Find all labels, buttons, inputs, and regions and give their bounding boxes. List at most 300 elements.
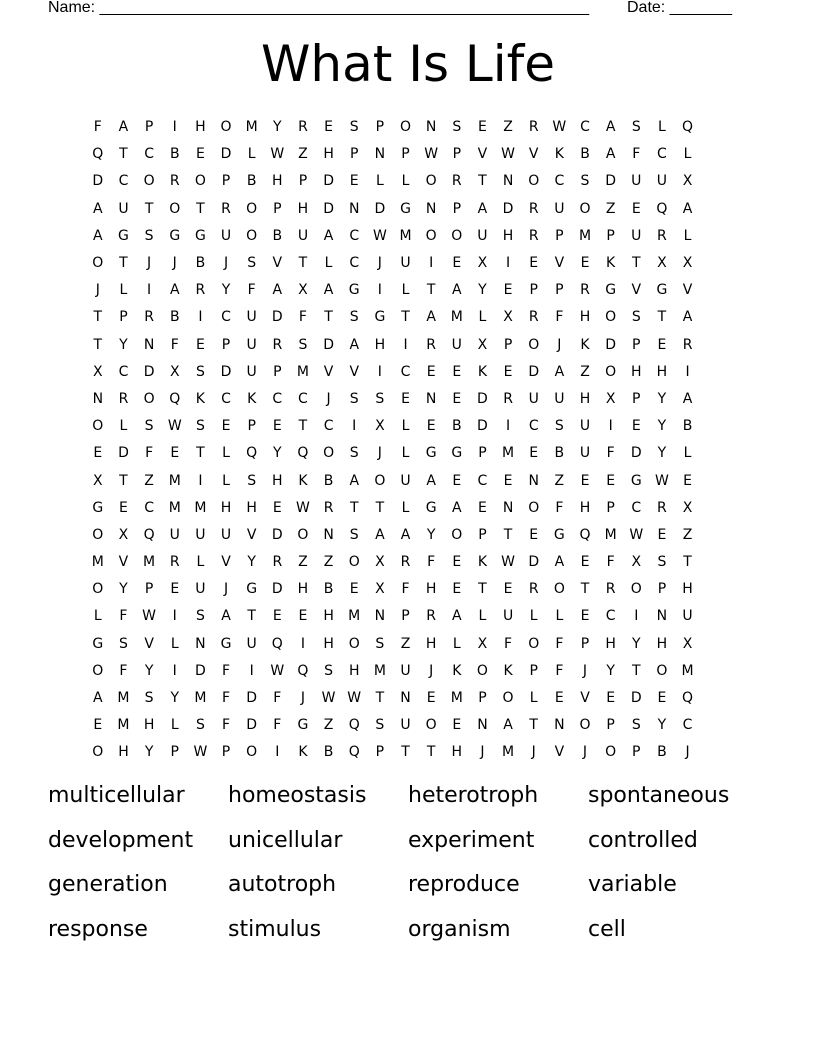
grid-letter: E <box>503 282 513 299</box>
grid-letter: R <box>528 119 539 136</box>
grid-letter: C <box>272 390 283 407</box>
grid-letter: I <box>685 363 690 380</box>
grid-letter: O <box>553 581 565 598</box>
grid-letter: N <box>425 119 437 136</box>
grid-letter: Y <box>657 390 667 407</box>
grid-letter: I <box>172 119 177 136</box>
grid-letter: V <box>528 146 539 163</box>
grid-letter: S <box>247 255 257 272</box>
grid-letter: T <box>196 200 205 217</box>
grid-letter: P <box>452 200 462 217</box>
grid-letter: R <box>580 282 590 299</box>
grid-letter: H <box>579 499 591 516</box>
grid-letter: F <box>606 445 615 462</box>
grid-letter: O <box>194 173 206 190</box>
grid-letter: C <box>605 608 616 625</box>
grid-letter: Z <box>298 146 308 163</box>
grid-letter: K <box>606 255 616 272</box>
grid-letter: P <box>221 173 231 190</box>
grid-letter: X <box>682 635 693 652</box>
grid-letter: F <box>273 717 282 734</box>
grid-letter: A <box>452 608 462 625</box>
grid-letter: P <box>144 119 154 136</box>
grid-letter: T <box>580 581 590 598</box>
grid-letter: J <box>685 744 690 761</box>
grid-letter: X <box>93 472 103 489</box>
grid-letter: H <box>348 662 360 679</box>
grid-letter: E <box>119 499 128 516</box>
grid-letter: I <box>275 744 280 761</box>
grid-letter: O <box>528 635 540 652</box>
grid-letter: W <box>501 146 515 163</box>
grid-letter: F <box>555 635 564 652</box>
grid-letter: H <box>631 363 642 380</box>
grid-letter: L <box>401 418 410 435</box>
grid-letter: I <box>608 418 613 435</box>
grid-letter: C <box>528 418 539 435</box>
grid-letter: D <box>271 581 283 598</box>
grid-letter: P <box>144 581 154 598</box>
grid-letter: O <box>425 173 437 190</box>
grid-letter: O <box>246 227 258 244</box>
grid-letter: S <box>631 309 641 326</box>
grid-letter: T <box>657 309 667 326</box>
grid-letter: G <box>348 282 360 299</box>
grid-letter: L <box>222 472 230 489</box>
grid-letter: P <box>401 608 410 625</box>
grid-letter: T <box>631 662 641 679</box>
grid-row <box>85 685 735 712</box>
grid-letter: Z <box>605 200 616 217</box>
grid-letter: O <box>528 336 540 353</box>
grid-letter: V <box>323 363 334 380</box>
grid-row <box>85 739 735 766</box>
grid-letter: S <box>631 119 641 136</box>
grid-letter: P <box>503 336 513 353</box>
grid-letter: Q <box>682 690 694 707</box>
grid-letter: R <box>528 581 539 598</box>
grid-letter: Z <box>144 472 154 489</box>
grid-letter: U <box>554 200 565 217</box>
grid-letter: L <box>401 499 410 516</box>
word-list-item: organism <box>408 916 511 942</box>
grid-letter: W <box>296 499 310 516</box>
grid-letter: R <box>528 200 539 217</box>
grid-letter: O <box>451 227 463 244</box>
grid-letter: J <box>377 255 382 272</box>
grid-letter: D <box>271 526 283 543</box>
grid-letter: V <box>580 690 590 707</box>
date-field-label: Date: _______ <box>627 0 732 16</box>
grid-letter: K <box>298 472 308 489</box>
grid-letter: O <box>92 418 104 435</box>
grid-letter: G <box>400 200 411 217</box>
grid-letter: Y <box>247 554 256 571</box>
grid-letter: P <box>632 390 641 407</box>
grid-letter: T <box>529 717 538 734</box>
grid-letter: J <box>172 255 177 272</box>
grid-letter: M <box>194 499 207 516</box>
grid-letter: X <box>682 499 693 516</box>
grid-letter: L <box>93 608 102 625</box>
grid-letter: W <box>142 608 157 625</box>
grid-letter: P <box>170 744 179 761</box>
grid-letter: D <box>605 336 617 353</box>
grid-letter: A <box>682 200 693 217</box>
grid-letter: I <box>172 608 177 625</box>
grid-letter: F <box>119 608 128 625</box>
grid-letter: M <box>143 554 156 571</box>
grid-letter: V <box>477 146 488 163</box>
grid-letter: J <box>223 255 229 272</box>
grid-letter: W <box>167 418 182 435</box>
grid-letter: H <box>425 635 437 652</box>
grid-letter: C <box>631 499 642 516</box>
grid-letter: G <box>220 635 232 652</box>
grid-letter: H <box>297 581 309 598</box>
grid-letter: A <box>682 390 693 407</box>
grid-letter: S <box>195 418 205 435</box>
grid-letter: L <box>401 445 410 462</box>
grid-letter: A <box>452 282 462 299</box>
grid-letter: M <box>296 363 309 380</box>
grid-letter: T <box>375 690 385 707</box>
grid-letter: O <box>502 690 514 707</box>
grid-letter: D <box>630 445 642 462</box>
grid-letter: X <box>682 255 693 272</box>
grid-letter: Q <box>656 200 668 217</box>
grid-letter: H <box>682 581 693 598</box>
grid-letter: R <box>682 336 693 353</box>
grid-letter: R <box>298 119 308 136</box>
grid-letter: E <box>452 390 462 407</box>
grid-letter: G <box>553 526 565 543</box>
grid-letter: C <box>144 146 154 163</box>
grid-letter: W <box>654 472 669 489</box>
grid-letter: A <box>426 309 436 326</box>
grid-letter: O <box>297 526 309 543</box>
grid-letter: Y <box>426 526 436 543</box>
grid-letter: O <box>528 499 540 516</box>
grid-letter: M <box>168 499 181 516</box>
grid-letter: R <box>221 200 231 217</box>
grid-letter: O <box>451 526 463 543</box>
grid-letter: G <box>425 499 437 516</box>
grid-letter: N <box>425 200 437 217</box>
grid-letter: E <box>170 445 180 462</box>
grid-letter: P <box>606 227 615 244</box>
grid-letter: R <box>169 554 180 571</box>
grid-letter: P <box>221 744 231 761</box>
grid-letter: J <box>480 744 485 761</box>
grid-letter: C <box>657 146 667 163</box>
grid-letter: M <box>117 717 130 734</box>
grid-letter: U <box>579 445 591 462</box>
grid-row <box>85 114 735 141</box>
grid-letter: I <box>198 309 203 326</box>
grid-letter: H <box>246 499 257 516</box>
grid-letter: E <box>401 390 410 407</box>
grid-letter: E <box>272 499 282 516</box>
grid-letter: H <box>579 309 591 326</box>
grid-letter: E <box>426 363 436 380</box>
grid-letter: P <box>298 173 308 190</box>
word-list-item: response <box>48 916 148 942</box>
grid-letter: M <box>399 227 412 244</box>
grid-letter: P <box>273 200 282 217</box>
grid-letter: N <box>502 499 514 516</box>
grid-letter: O <box>425 717 437 734</box>
grid-letter: R <box>400 554 411 571</box>
grid-letter: E <box>580 255 590 272</box>
grid-row <box>85 440 735 467</box>
grid-letter: T <box>426 282 436 299</box>
grid-letter: Z <box>400 635 411 652</box>
grid-letter: S <box>631 717 641 734</box>
grid-letter: R <box>426 608 437 625</box>
grid-letter: Z <box>323 554 334 571</box>
word-list <box>48 776 768 954</box>
grid-letter: X <box>477 635 488 652</box>
grid-letter: A <box>477 200 488 217</box>
grid-letter: O <box>246 200 258 217</box>
grid-letter: L <box>401 173 410 190</box>
grid-letter: P <box>606 717 615 734</box>
grid-letter: S <box>144 418 154 435</box>
grid-letter: Z <box>298 554 308 571</box>
letter-grid <box>85 114 735 767</box>
grid-letter: D <box>246 690 258 707</box>
grid-letter: U <box>477 227 488 244</box>
grid-letter: F <box>298 309 307 326</box>
grid-letter: F <box>221 662 231 679</box>
grid-letter: P <box>478 690 487 707</box>
grid-letter: W <box>270 146 285 163</box>
grid-row <box>85 712 735 739</box>
grid-letter: H <box>451 744 463 761</box>
grid-letter: S <box>580 173 590 190</box>
grid-letter: F <box>170 336 179 353</box>
grid-letter: O <box>92 662 104 679</box>
word-list-item: autotroph <box>228 872 337 897</box>
grid-letter: F <box>119 662 128 679</box>
grid-letter: W <box>321 690 336 707</box>
grid-letter: O <box>143 390 155 407</box>
grid-letter: B <box>195 255 206 272</box>
grid-letter: E <box>452 363 462 380</box>
grid-letter: C <box>349 255 360 272</box>
grid-letter: G <box>374 309 386 326</box>
grid-letter: O <box>656 662 668 679</box>
grid-letter: O <box>92 526 104 543</box>
grid-letter: E <box>631 418 641 435</box>
grid-letter: V <box>682 282 693 299</box>
grid-letter: L <box>452 635 461 652</box>
grid-letter: J <box>582 744 588 761</box>
grid-letter: T <box>298 255 308 272</box>
grid-letter: B <box>657 744 667 761</box>
grid-letter: M <box>117 690 130 707</box>
grid-letter: L <box>658 119 666 136</box>
grid-letter: F <box>221 717 231 734</box>
grid-letter: E <box>580 472 590 489</box>
word-list-item: stimulus <box>228 916 322 942</box>
grid-letter: V <box>554 255 565 272</box>
grid-letter: H <box>272 472 283 489</box>
grid-letter: M <box>450 309 463 326</box>
grid-letter: X <box>93 363 103 380</box>
grid-letter: M <box>348 608 361 625</box>
grid-letter: K <box>477 363 488 380</box>
grid-letter: X <box>477 255 488 272</box>
grid-letter: P <box>529 282 538 299</box>
grid-letter: I <box>352 418 357 435</box>
grid-letter: K <box>580 336 590 353</box>
grid-letter: L <box>529 690 538 707</box>
grid-letter: P <box>632 744 641 761</box>
grid-letter: H <box>425 581 437 598</box>
grid-letter: O <box>605 744 617 761</box>
grid-letter: P <box>247 418 256 435</box>
grid-letter: B <box>323 581 334 598</box>
grid-letter: J <box>429 662 434 679</box>
grid-letter: F <box>555 499 564 516</box>
grid-letter: N <box>425 390 437 407</box>
word-list-item: heterotroph <box>408 783 539 808</box>
grid-letter: G <box>92 499 104 516</box>
grid-letter: F <box>145 445 154 462</box>
grid-letter: Y <box>144 744 154 761</box>
grid-letter: H <box>656 363 668 380</box>
grid-row <box>85 196 735 223</box>
grid-letter: K <box>247 390 257 407</box>
grid-letter: D <box>118 445 129 462</box>
grid-letter: L <box>196 554 205 571</box>
grid-row <box>85 413 735 440</box>
grid-letter: P <box>529 662 538 679</box>
grid-row <box>85 223 735 250</box>
grid-letter: A <box>323 282 334 299</box>
grid-letter: X <box>503 309 513 326</box>
grid-letter: H <box>374 336 386 353</box>
grid-letter: Q <box>92 146 104 163</box>
grid-letter: P <box>606 499 615 516</box>
grid-letter: D <box>605 173 617 190</box>
grid-row <box>85 522 735 549</box>
grid-letter: C <box>298 390 308 407</box>
grid-letter: T <box>119 255 128 272</box>
grid-letter: E <box>272 418 282 435</box>
grid-letter: G <box>425 445 437 462</box>
grid-letter: L <box>375 173 384 190</box>
grid-letter: B <box>246 173 257 190</box>
grid-letter: D <box>528 554 540 571</box>
grid-letter: A <box>93 227 103 244</box>
grid-letter: X <box>605 390 616 407</box>
grid-letter: M <box>578 227 592 244</box>
grid-letter: J <box>95 282 100 299</box>
grid-letter: A <box>118 119 129 136</box>
grid-row <box>85 141 735 168</box>
grid-letter: H <box>195 119 206 136</box>
grid-letter: F <box>504 635 513 652</box>
grid-letter: X <box>375 581 385 598</box>
grid-letter: X <box>169 363 180 380</box>
grid-letter: B <box>451 418 462 435</box>
grid-letter: F <box>555 309 564 326</box>
grid-letter: O <box>348 554 360 571</box>
word-list-item: multicellular <box>48 783 185 808</box>
grid-letter: Q <box>143 526 155 543</box>
grid-letter: B <box>169 146 180 163</box>
grid-letter: Y <box>119 581 128 598</box>
grid-letter: S <box>119 635 128 652</box>
grid-letter: H <box>502 227 514 244</box>
grid-letter: E <box>349 581 359 598</box>
grid-letter: U <box>246 635 257 652</box>
grid-letter: K <box>554 146 564 163</box>
grid-letter: R <box>118 390 129 407</box>
grid-letter: Q <box>297 662 309 679</box>
grid-letter: O <box>630 581 642 598</box>
word-list-item: homeostasis <box>228 783 367 808</box>
grid-letter: W <box>372 227 387 244</box>
grid-letter: I <box>634 608 639 625</box>
grid-letter: J <box>300 690 306 707</box>
grid-letter: P <box>452 146 462 163</box>
grid-letter: L <box>555 608 564 625</box>
grid-letter: X <box>375 554 385 571</box>
grid-letter: B <box>580 146 590 163</box>
grid-letter: O <box>323 445 335 462</box>
grid-letter: G <box>605 282 617 299</box>
grid-letter: D <box>271 309 283 326</box>
word-list-item: cell <box>588 916 626 942</box>
grid-row <box>85 332 735 359</box>
grid-letter: H <box>143 717 155 734</box>
grid-letter: R <box>657 227 667 244</box>
grid-letter: N <box>92 390 104 407</box>
grid-letter: V <box>118 554 129 571</box>
grid-letter: T <box>401 744 410 761</box>
grid-letter: S <box>144 227 154 244</box>
grid-letter: T <box>324 309 333 326</box>
grid-letter: C <box>349 227 360 244</box>
grid-letter: I <box>429 255 434 272</box>
grid-letter: Y <box>606 662 615 679</box>
grid-letter: S <box>375 717 385 734</box>
grid-letter: Y <box>144 662 154 679</box>
grid-row <box>85 386 735 413</box>
grid-letter: E <box>272 608 282 625</box>
grid-letter: A <box>452 499 462 516</box>
grid-letter: A <box>400 526 411 543</box>
grid-letter: W <box>270 662 285 679</box>
grid-letter: N <box>477 717 488 734</box>
grid-letter: Y <box>657 717 667 734</box>
grid-letter: U <box>246 336 257 353</box>
grid-letter: P <box>350 146 359 163</box>
grid-letter: W <box>501 554 515 571</box>
grid-letter: J <box>531 744 536 761</box>
grid-letter: A <box>426 472 436 489</box>
grid-letter: W <box>629 526 644 543</box>
grid-row <box>85 495 735 522</box>
grid-letter: S <box>657 554 667 571</box>
grid-letter: C <box>400 363 411 380</box>
grid-letter: O <box>605 363 617 380</box>
grid-letter: A <box>272 282 283 299</box>
